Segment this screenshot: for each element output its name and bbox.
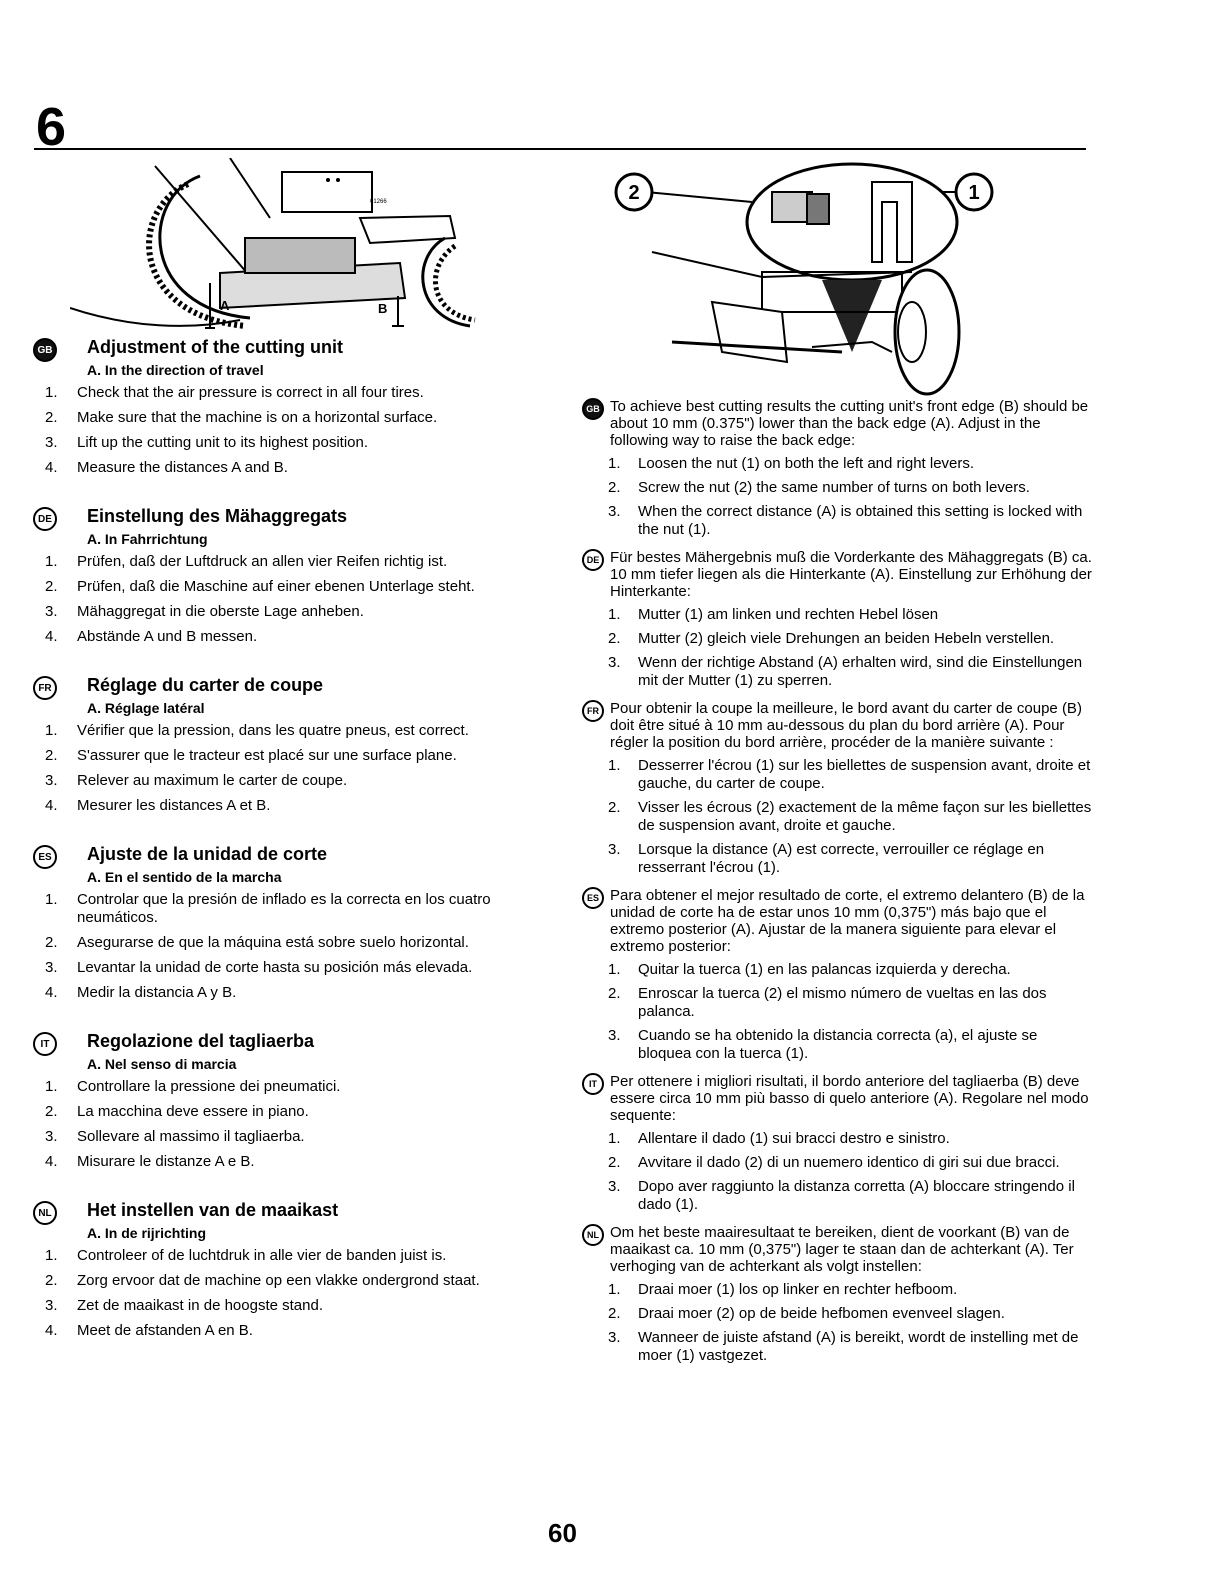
flag-fr-icon: FR [582, 700, 604, 722]
list-item: 4. Medir la distancia A y B. [45, 984, 237, 1001]
section-es-adjust [582, 887, 1094, 1063]
list-item: 2. S'assurer que le tracteur est placé sur une surface plane. [45, 747, 457, 764]
section-subtitle: A. In Fahrrichtung [87, 531, 208, 547]
list-item: 3. Relever au maximum le carter de coupe. [45, 772, 348, 789]
section-de-initial [32, 505, 542, 646]
list-item: 2. Prüfen, daß die Maschine auf einer ebenen Unterlage steht. [45, 578, 475, 595]
list-item: 2. Zorg ervoor dat de machine op een vlakke ondergrond staat. [45, 1272, 480, 1289]
section-nl-initial [32, 1199, 542, 1340]
list-item: 2. La macchina deve essere in piano. [45, 1103, 309, 1120]
section-title: Ajuste de la unidad de corte [87, 844, 328, 864]
label-a: A [220, 298, 230, 313]
list-item: 4. Misurare le distanze A e B. [45, 1153, 255, 1170]
nut-adjustment-figure [612, 162, 1020, 398]
list-item: 3. Sollevare al massimo il tagliaerba. [45, 1128, 305, 1145]
section-fr-adjust [582, 700, 1094, 877]
initial-checks-column [32, 336, 542, 1368]
callout-1: 1 [968, 182, 980, 204]
list-item: 1. Check that the air pressure is correct in all four tires. [45, 384, 424, 401]
section-gb-adjust [582, 398, 1094, 539]
list-item: 1. Prüfen, daß der Luftdruck an allen vier Reifen richtig ist. [45, 553, 448, 570]
section-subtitle: A. Réglage latéral [87, 700, 205, 716]
list-item: 2. Asegurarse de que la máquina está sobre suelo horizontal. [45, 934, 469, 951]
list-item: 1. Quitar la tuerca (1) en las palancas izquierda y derecha. [608, 961, 1011, 978]
cutting-unit-side-figure [70, 158, 502, 334]
list-item: 3. Mähaggregat in die oberste Lage anheben. [45, 603, 364, 620]
list-item: 3. Levantar la unidad de corte hasta su posición más elevada. [45, 959, 473, 976]
flag-gb-icon: GB [582, 398, 604, 420]
chapter-number: 6 [36, 97, 67, 157]
flag-de-icon: DE [33, 507, 57, 531]
section-title: Regolazione del tagliaerba [87, 1031, 315, 1051]
paragraph: To achieve best cutting results the cutting unit's front edge (B) should be about 10 mm (0.375") lower than the back edge (A). Adjust in the following way to raise the back edge: [610, 398, 1089, 449]
list-item: 4. Mesurer les distances A et B. [45, 797, 271, 814]
list-item: 4. Meet de afstanden A en B. [45, 1322, 253, 1339]
flag-es-icon: ES [33, 845, 57, 869]
section-it-initial [32, 1030, 542, 1171]
header-rule [34, 148, 1086, 150]
flag-gb-icon: GB [33, 338, 57, 362]
list-item: 2. Visser les écrous (2) exactement de la même façon sur les biellettes de suspension avant, droite et gauche. [608, 799, 1092, 834]
section-title: Einstellung des Mähaggregats [87, 506, 348, 526]
list-item: 2. Avvitare il dado (2) di un nuemero identico di giri sui due bracci. [608, 1154, 1060, 1171]
list-item: 4. Measure the distances A and B. [45, 459, 288, 476]
label-b: B [378, 301, 388, 316]
list-item: 1. Draai moer (1) los op linker en rechter hefboom. [608, 1281, 958, 1298]
flag-it-icon: IT [33, 1032, 57, 1056]
list-item: 1. Desserrer l'écrou (1) sur les biellettes de suspension avant, droite et gauche, du carter de coupe. [608, 757, 1091, 792]
list-item: 2. Enroscar la tuerca (2) el mismo número de vueltas en las dos palanca. [608, 985, 1047, 1020]
list-item: 1. Vérifier que la pression, dans les quatre pneus, est correct. [45, 722, 469, 739]
list-item: 2. Draai moer (2) op de beide hefbomen evenveel slagen. [608, 1305, 1005, 1322]
callout-2: 2 [628, 182, 640, 204]
list-item: 3. Wenn der richtige Abstand (A) erhalten wird, sind die Einstellungen mit der Mutter (1) zu sperren. [608, 654, 1083, 689]
list-item: 2. Screw the nut (2) the same number of turns on both levers. [608, 479, 1030, 496]
section-title: Réglage du carter de coupe [87, 675, 324, 695]
flag-it-icon: IT [582, 1073, 604, 1095]
list-item: 2. Make sure that the machine is on a horizontal surface. [45, 409, 438, 426]
paragraph: Om het beste maairesultaat te bereiken, dient de voorkant (B) van de maaikast ca. 10 mm (0,375") lager te staan dan de achterkant (A). Ter verhoging van de achterkant als volgt instellen: [610, 1224, 1074, 1275]
flag-fr-icon: FR [33, 676, 57, 700]
adjustment-column [582, 398, 1094, 1375]
figure-code: 01266 [370, 199, 387, 205]
section-es-initial [32, 843, 542, 1002]
paragraph: Pour obtenir la coupe la meilleure, le bord avant du carter de coupe (B) doit être situé à 10 mm au-dessous du plan du bord arrière (A). Pour régler la position du bord arrière, procéder de la manière suivante : [610, 700, 1082, 751]
section-it-adjust [582, 1073, 1094, 1214]
list-item: 4. Abstände A und B messen. [45, 628, 258, 645]
section-nl-adjust [582, 1224, 1094, 1365]
flag-nl-icon: NL [33, 1201, 57, 1225]
section-subtitle: A. In de rijrichting [87, 1225, 207, 1241]
flag-es-icon: ES [582, 887, 604, 909]
list-item: 2. Mutter (2) gleich viele Drehungen an beiden Hebeln verstellen. [608, 630, 1055, 647]
list-item: 3. Lorsque la distance (A) est correcte, verrouiller ce réglage en resserrant l'écrou (1). [608, 841, 1045, 876]
flag-nl-icon: NL [582, 1224, 604, 1246]
list-item: 3. When the correct distance (A) is obtained this setting is locked with the nut (1). [608, 503, 1083, 538]
section-gb-initial [32, 336, 542, 477]
section-title: Het instellen van de maaikast [87, 1200, 339, 1220]
paragraph: Para obtener el mejor resultado de corte, el extremo delantero (B) de la unidad de corte ha de estar unos 10 mm (0,375") más bajo que el extremo posterior (A). Ajustar de la manera siguiente para elevar el extremo posterior: [610, 887, 1085, 955]
page-number: 60 [548, 1518, 577, 1548]
list-item: 1. Controlar que la presión de inflado es la correcta en los cuatro neumáticos. [45, 891, 491, 926]
list-item: 3. Zet de maaikast in de hoogste stand. [45, 1297, 323, 1314]
flag-de-icon: DE [582, 549, 604, 571]
section-subtitle: A. Nel senso di marcia [87, 1056, 237, 1072]
section-de-adjust [582, 549, 1094, 690]
list-item: 3. Lift up the cutting unit to its highest position. [45, 434, 369, 451]
list-item: 3. Cuando se ha obtenido la distancia correcta (a), el ajuste se bloquea con la tuerca (1). [608, 1027, 1038, 1062]
paragraph: Für bestes Mähergebnis muß die Vorderkante des Mähaggregats (B) ca. 10 mm tiefer liegen als die Hinterkante (A). Einstellung zur Erhöhung der Hinterkante: [610, 549, 1092, 600]
list-item: 1. Controleer of de luchtdruk in alle vier de banden juist is. [45, 1247, 447, 1264]
section-fr-initial [32, 674, 542, 815]
list-item: 1. Loosen the nut (1) on both the left and right levers. [608, 455, 975, 472]
list-item: 3. Dopo aver raggiunto la distanza corretta (A) bloccare stringendo il dado (1). [608, 1178, 1075, 1213]
list-item: 1. Mutter (1) am linken und rechten Hebel lösen [608, 606, 939, 623]
list-item: 1. Controllare la pressione dei pneumatici. [45, 1078, 341, 1095]
section-title: Adjustment of the cutting unit [87, 337, 343, 357]
section-subtitle: A. In the direction of travel [87, 362, 264, 378]
section-subtitle: A. En el sentido de la marcha [87, 869, 282, 885]
paragraph: Per ottenere i migliori risultati, il bordo anteriore del tagliaerba (B) deve essere circa 10 mm più basso di quelo anteriore (A). Regolare nel modo sequente: [610, 1073, 1089, 1124]
list-item: 3. Wanneer de juiste afstand (A) is bereikt, wordt de instelling met de moer (1) vastgezet. [608, 1329, 1079, 1364]
list-item: 1. Allentare il dado (1) sui bracci destro e sinistro. [608, 1130, 950, 1147]
